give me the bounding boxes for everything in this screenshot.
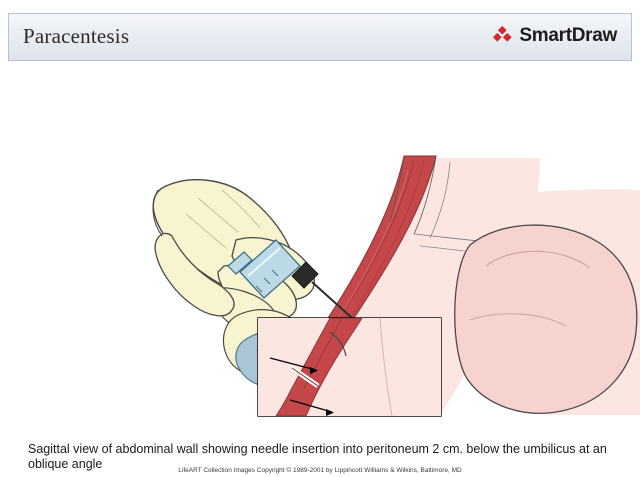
smartdraw-logo-text (519, 25, 617, 47)
logo-text-smart: Smart (519, 25, 572, 46)
paracentesis-illustration (0, 70, 640, 425)
figure-caption: Sagittal view of abdominal wall showing needle insertion into peritoneum 2 cm. below the umbilicus at an oblique angle (28, 442, 607, 471)
logo-text-draw: Draw (571, 25, 617, 46)
inset-detail-box (258, 318, 441, 416)
title-bar (8, 13, 632, 61)
smartdraw-logo[interactable] (493, 25, 617, 47)
page-title: Paracentesis (23, 24, 130, 48)
illustration-svg (0, 70, 640, 425)
bowel-loop (455, 225, 637, 413)
copyright-notice: LifeART Collection Images Copyright © 1989-2001 by Lippincott Williams & Wilkins, Baltimore, MD (178, 467, 462, 474)
smartdraw-diamond-icon (493, 26, 513, 46)
